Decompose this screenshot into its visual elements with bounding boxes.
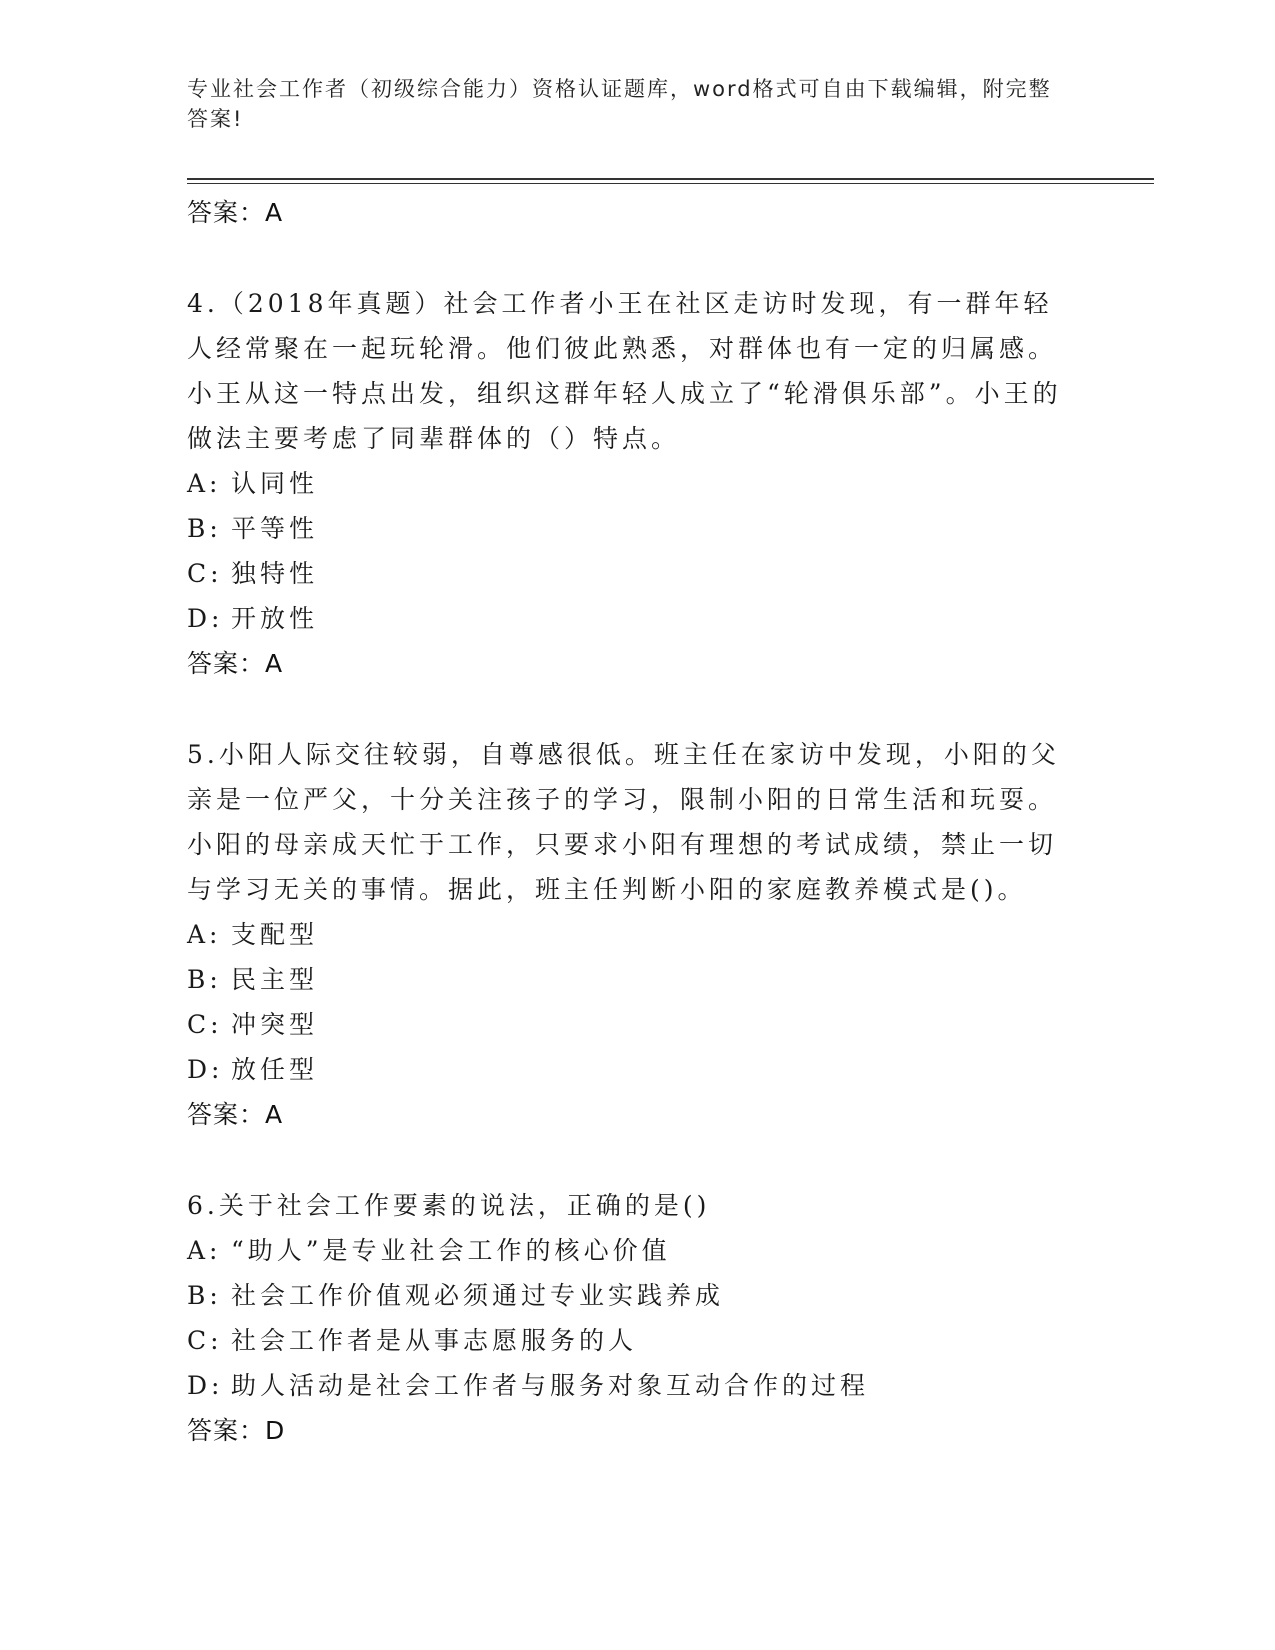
option-text: 助人活动是社会工作者与服务对象互动合作的过程 [231,1371,870,1400]
option-key: B: [187,514,222,543]
option-text: 社会工作价值观必须通过专业实践养成 [231,1281,725,1310]
answer-line: 答案：A [187,1100,284,1129]
question-block [187,732,1067,1137]
option-text: 社会工作者是从事志愿服务的人 [231,1326,638,1355]
question-text: 4.（2018年真题）社会工作者小王在社区走访时发现，有一群年轻人经常聚在一起玩轮滑。他们彼此熟悉，对群体也有一定的归属感。小王从这一特点出发，组织这群年轻人成立了“轮滑俱乐部”。小王的做法主要考虑了同辈群体的（）特点。 [187,289,1062,453]
question-text: 6.关于社会工作要素的说法，正确的是() [187,1191,711,1220]
option-text: 支配型 [231,920,319,949]
document-body [187,190,1067,1453]
option-c [187,551,1067,596]
document-header: 专业社会工作者（初级综合能力）资格认证题库，word格式可自由下载编辑，附完整答案! [187,77,1052,131]
option-c [187,1318,1067,1363]
option-a [187,461,1067,506]
option-text: 认同性 [231,469,319,498]
spacer [187,686,1067,732]
option-key: A: [187,920,222,949]
option-d [187,596,1067,641]
option-b [187,1273,1067,1318]
option-text: 放任型 [231,1055,319,1084]
option-key: D: [187,604,224,633]
option-text: 平等性 [231,514,319,543]
option-key: C: [187,1326,223,1355]
option-key: B: [187,965,222,994]
option-text: “助人”是专业社会工作的核心价值 [231,1236,671,1265]
option-key: C: [187,1010,223,1039]
question-block [187,1183,1067,1453]
option-b [187,506,1067,551]
option-d [187,1363,1067,1408]
answer-line: 答案：A [187,649,284,678]
option-text: 独特性 [231,559,319,588]
option-d [187,1047,1067,1092]
option-key: A: [187,1236,222,1265]
answer-line: 答案：A [187,198,284,227]
option-key: D: [187,1371,224,1400]
question-block [187,281,1067,686]
spacer [187,1137,1067,1183]
option-a [187,1228,1067,1273]
option-key: C: [187,559,223,588]
option-c [187,1002,1067,1047]
option-text: 民主型 [231,965,319,994]
option-text: 冲突型 [231,1010,319,1039]
header-rule-thin [187,183,1154,184]
option-key: D: [187,1055,224,1084]
question-text: 5.小阳人际交往较弱，自尊感很低。班主任在家访中发现，小阳的父亲是一位严父，十分关注孩子的学习，限制小阳的日常生活和玩耍。小阳的母亲成天忙于工作，只要求小阳有理想的考试成绩，禁止一切与学习无关的事情。据此，班主任判断小阳的家庭教养模式是()。 [187,740,1060,904]
option-text: 开放性 [231,604,319,633]
option-key: B: [187,1281,222,1310]
header-rule-thick [187,178,1154,180]
option-key: A: [187,469,222,498]
option-b [187,957,1067,1002]
spacer [187,235,1067,281]
answer-line: 答案：D [187,1416,286,1445]
option-a [187,912,1067,957]
